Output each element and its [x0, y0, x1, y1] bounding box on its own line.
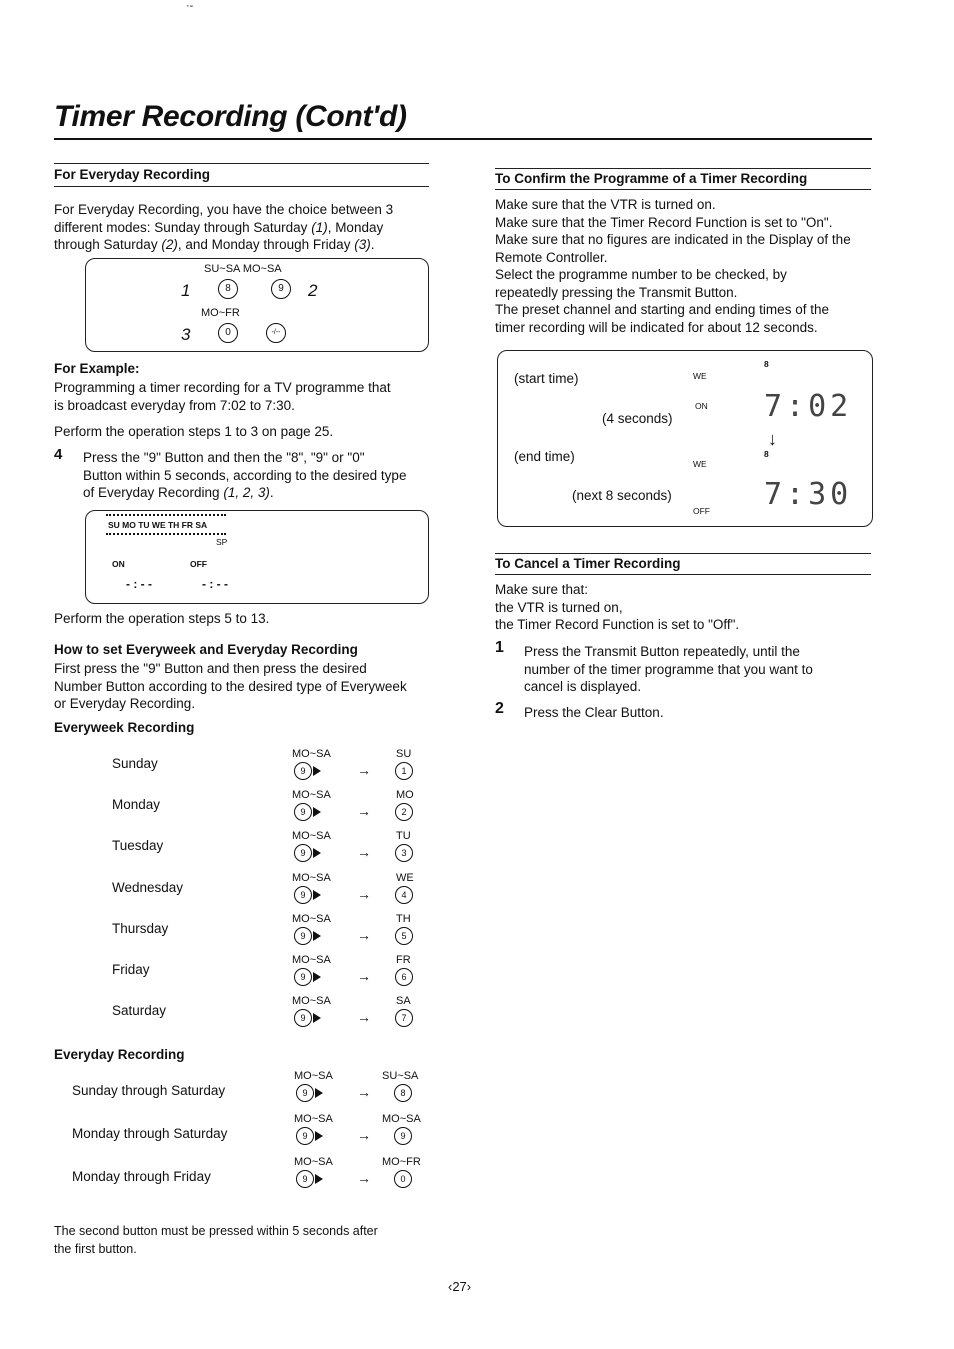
confirm-line-1: Make sure that the VTR is turned on.	[495, 197, 716, 212]
row-code-label: TH	[396, 912, 411, 925]
row-code-label: MO~FR	[382, 1156, 421, 1168]
button-dash-icon: -/--	[266, 323, 286, 343]
confirm-rule-bottom	[495, 189, 871, 190]
footnote-line-1: The second button must be pressed within 5 seconds after	[54, 1224, 378, 1238]
confirm-line-7: The preset channel and starting and ending times of the	[495, 302, 829, 317]
play-arrow-icon	[313, 807, 321, 817]
number-button-icon: 3	[395, 844, 413, 862]
footnote	[54, 1223, 434, 1258]
right-arrow-icon: →	[357, 926, 371, 943]
mode-num-1: 1	[181, 281, 191, 300]
cancel-step-1-number: 1	[495, 639, 504, 656]
display-off: OFF	[190, 559, 207, 569]
mode-box	[85, 258, 429, 352]
section-rule-top	[54, 163, 429, 164]
number-button-icon: 6	[395, 968, 413, 986]
button-9-icon: 9	[294, 968, 312, 986]
confirm-text	[495, 196, 875, 336]
row-day-label: Tuesday	[112, 838, 164, 854]
number-button-icon: 7	[395, 1009, 413, 1027]
step-4-number: 4	[54, 446, 63, 463]
howto-text	[54, 660, 434, 713]
play-arrow-icon	[313, 1013, 321, 1023]
button-9-icon: 9	[294, 1009, 312, 1027]
cancel-step-1-line-2: number of the timer programme that you want to	[524, 661, 813, 677]
row-first-label: MO~SA	[292, 748, 331, 760]
button-0-icon: 0	[218, 323, 238, 343]
intro-line-2	[54, 219, 434, 237]
howto-line-3: or Everyday Recording.	[54, 696, 196, 711]
title-divider	[54, 138, 872, 140]
right-arrow-icon: →	[357, 762, 371, 778]
right-arrow-icon: →	[357, 885, 371, 902]
button-9-icon: 9	[294, 803, 312, 821]
display-on: ON	[112, 559, 125, 569]
play-arrow-icon	[315, 1131, 323, 1141]
down-arrow-icon: ↓	[768, 429, 777, 449]
row-first-label: MO~SA	[292, 830, 331, 843]
row-day-label: Monday	[112, 797, 161, 813]
right-arrow-icon: →	[357, 968, 371, 984]
display-channel-1: 8	[764, 359, 769, 369]
row-code-label: TU	[396, 830, 411, 843]
play-arrow-icon	[313, 890, 321, 900]
row-day-label: Saturday	[112, 1003, 167, 1019]
row-first-label: MO~SA	[292, 954, 331, 966]
confirm-line-3: Make sure that no figures are indicated in the Display of the	[495, 232, 851, 247]
display-we-2: WE	[693, 459, 707, 469]
right-arrow-icon: →	[357, 1084, 371, 1100]
confirm-rule-top	[495, 168, 871, 169]
display-on-indicator: ON	[695, 401, 708, 411]
example-line-2: is broadcast everyday from 7:02 to 7:30.	[54, 397, 295, 413]
cancel-step-2-number: 2	[495, 700, 504, 717]
button-9-icon: 9	[294, 762, 312, 780]
page-number: ‹27›	[448, 1279, 472, 1294]
number-button-icon: 8	[394, 1084, 412, 1102]
perform-steps-1: Perform the operation steps 1 to 3 on page 25.	[54, 424, 334, 439]
row-day-label: Sunday	[112, 756, 158, 771]
cancel-heading: To Cancel a Timer Recording	[495, 556, 681, 571]
right-arrow-icon: →	[357, 844, 371, 861]
mode-num-2: 2	[308, 281, 318, 300]
footnote-line-2: the first button.	[54, 1241, 137, 1256]
cancel-step-1-text	[524, 643, 869, 696]
row-day-label: Wednesday	[112, 879, 184, 895]
mode-num-3: 3	[181, 325, 191, 344]
confirm-display-box	[497, 350, 873, 527]
right-arrow-icon: →	[357, 1170, 371, 1186]
cancel-rule-bottom	[495, 574, 871, 575]
intro-text: .	[370, 237, 375, 252]
display-off-indicator: OFF	[693, 506, 710, 516]
header-mark: ·-	[186, 0, 194, 12]
cancel-line-2: the VTR is turned on,	[495, 599, 623, 615]
number-button-icon: 0	[394, 1170, 412, 1188]
display-sp: SP	[216, 537, 228, 547]
intro-text: , Monday	[327, 219, 384, 235]
display-tick-row	[106, 533, 226, 539]
confirm-line-4: Remote Controller.	[495, 249, 608, 265]
howto-line-2: Number Button according to the desired type of Everyweek	[54, 678, 407, 694]
mode-label-mid: MO~FR	[201, 307, 240, 319]
intro-text: through Saturday	[54, 237, 158, 252]
mode-label-top: SU~SA MO~SA	[204, 263, 282, 275]
howto-line-1: First press the "9" Button and then press the desired	[54, 661, 367, 676]
cancel-rule-top	[495, 553, 871, 554]
example-heading: For Example:	[54, 361, 140, 376]
everyday-table-heading: Everyday Recording	[54, 1047, 185, 1062]
confirm-line-5: Select the programme number to be checked, by	[495, 267, 787, 282]
number-button-icon: 2	[395, 803, 413, 821]
everyweek-heading: Everyweek Recording	[54, 720, 195, 735]
cancel-line-3: the Timer Record Function is set to "Off".	[495, 617, 740, 632]
row-day-label: Monday through Saturday	[72, 1126, 228, 1141]
howto-heading: How to set Everyweek and Everyday Recording	[54, 642, 358, 657]
play-arrow-icon	[313, 931, 321, 941]
cancel-step-1-line-3: cancel is displayed.	[524, 679, 642, 694]
section-rule-bottom	[54, 186, 429, 187]
right-arrow-icon: →	[357, 803, 371, 820]
button-9-icon: 9	[294, 886, 312, 904]
perform-steps-2: Perform the operation steps 5 to 13.	[54, 611, 270, 626]
step-text: of Everyday Recording	[83, 485, 220, 500]
next-seconds-label: (next 8 seconds)	[572, 488, 672, 503]
row-code-label: WE	[396, 871, 414, 884]
confirm-line-6: repeatedly pressing the Transmit Button.	[495, 284, 738, 300]
row-first-label: MO~SA	[292, 789, 331, 802]
four-seconds-label: (4 seconds)	[602, 411, 673, 426]
row-first-label: MO~SA	[294, 1070, 333, 1082]
row-day-label: Friday	[112, 962, 150, 977]
step-4-line-3	[83, 484, 433, 502]
button-9-icon: 9	[271, 279, 291, 299]
button-8-icon: 8	[218, 279, 238, 299]
row-first-label: MO~SA	[292, 912, 331, 925]
display-time-start: 7:02	[764, 389, 853, 424]
end-time-label: (end time)	[514, 449, 575, 464]
right-arrow-icon: →	[357, 1009, 371, 1026]
cancel-step-1-line-1: Press the Transmit Button repeatedly, until the	[524, 644, 800, 659]
display-time-end: 7:30	[764, 477, 853, 512]
confirm-line-8: timer recording will be indicated for about 12 seconds.	[495, 319, 818, 335]
row-code-label: MO~SA	[382, 1113, 421, 1125]
play-arrow-icon	[313, 848, 321, 858]
intro-line-3	[54, 236, 434, 254]
cancel-text	[495, 581, 875, 634]
row-code-label: MO	[396, 789, 414, 802]
display-days: SU MO TU WE TH FR SA	[108, 520, 208, 530]
intro-num-2: (2)	[161, 237, 178, 252]
number-button-icon: 4	[395, 886, 413, 904]
row-day-label: Sunday through Saturday	[72, 1083, 226, 1098]
confirm-heading: To Confirm the Programme of a Timer Recording	[495, 171, 808, 186]
display-we-1: WE	[693, 371, 707, 381]
row-first-label: MO~SA	[292, 871, 331, 884]
page-title: Timer Recording (Cont'd)	[54, 100, 407, 133]
confirm-line-2: Make sure that the Timer Record Function is set to "On".	[495, 214, 833, 230]
row-first-label: MO~SA	[292, 995, 331, 1008]
play-arrow-icon	[315, 1088, 323, 1098]
cancel-step-2-text: Press the Clear Button.	[524, 705, 664, 720]
step-4-line-1: Press the "9" Button and then the "8", "9" or "0"	[83, 450, 365, 465]
row-first-label: MO~SA	[294, 1113, 333, 1125]
button-9-icon: 9	[294, 844, 312, 862]
everyday-intro	[54, 201, 434, 254]
step-nums: (1, 2, 3)	[223, 485, 270, 500]
cancel-line-1: Make sure that:	[495, 582, 589, 597]
row-code-label: FR	[396, 954, 411, 966]
play-arrow-icon	[313, 972, 321, 982]
button-9-icon: 9	[294, 927, 312, 945]
everyday-heading: For Everyday Recording	[54, 167, 211, 182]
intro-num-3: (3)	[354, 237, 371, 252]
row-first-label: MO~SA	[294, 1156, 333, 1168]
step-text: .	[269, 485, 274, 500]
intro-text: different modes: Sunday through Saturday	[54, 219, 308, 235]
display-dash-off: - : - -	[202, 577, 228, 591]
button-9-icon: 9	[296, 1170, 314, 1188]
intro-text: , and Monday through Friday	[177, 237, 351, 252]
display-box	[85, 510, 429, 604]
row-day-label: Monday through Friday	[72, 1169, 211, 1184]
step-4-line-2: Button within 5 seconds, according to the desired type	[83, 467, 407, 483]
play-arrow-icon	[315, 1174, 323, 1184]
number-button-icon: 5	[395, 927, 413, 945]
intro-line-1: For Everyday Recording, you have the choice between 3	[54, 202, 394, 217]
example-line-1: Programming a timer recording for a TV programme that	[54, 380, 391, 395]
display-dash-on: - : - -	[126, 577, 152, 591]
button-9-icon: 9	[296, 1127, 314, 1145]
display-channel-2: 8	[764, 449, 769, 459]
row-code-label: SA	[396, 995, 411, 1008]
number-button-icon: 1	[395, 762, 413, 780]
play-arrow-icon	[313, 766, 321, 776]
button-9-icon: 9	[296, 1084, 314, 1102]
example-text	[54, 379, 434, 414]
number-button-icon: 9	[394, 1127, 412, 1145]
start-time-label: (start time)	[514, 371, 579, 386]
right-arrow-icon: →	[357, 1127, 371, 1143]
row-code-label: SU	[396, 748, 412, 760]
row-code-label: SU~SA	[382, 1070, 419, 1082]
row-day-label: Thursday	[112, 920, 169, 936]
step-4-text	[83, 449, 433, 502]
intro-num-1: (1)	[311, 219, 328, 235]
